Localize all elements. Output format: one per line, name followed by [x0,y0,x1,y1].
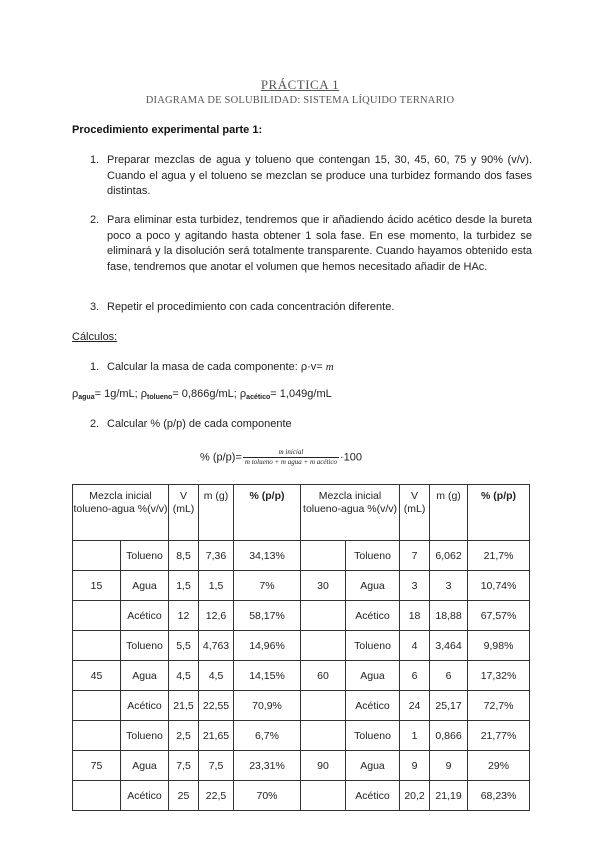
table-cell: Agua [346,661,400,691]
table-cell [301,541,346,571]
table-cell: Tolueno [121,721,169,751]
step-number: 2. [90,214,100,226]
table-cell: Agua [346,571,400,601]
table-cell: 25,17 [430,691,468,721]
table-cell: 1,5 [169,571,199,601]
table-cell: 70% [234,781,301,811]
table-row [73,691,530,721]
table-cell: 34,13% [234,541,301,571]
table-row [73,661,530,691]
table-cell: 17,32% [468,661,530,691]
header-mix: Mezcla inicial tolueno-agua %(v/v) [73,485,169,541]
table-row [73,571,530,601]
table-cell: 1,5 [199,571,234,601]
table-cell: 2,5 [169,721,199,751]
table-cell: 4 [400,631,430,661]
table-cell: 8,5 [169,541,199,571]
page-title: PRÁCTICA 1 [260,77,340,92]
step-text: Para eliminar esta turbidez, tendremos que ir añadiendo ácido acético desde la bureta poco a poco y agitando hasta obtener 1 sola fase. En ese momento, la turbidez se eliminará y la disolución será totalmente transparente. Cuando hayamos obtenido esta fase, tendremos que anotar el volumen que hemos necesitado añadir de HAc. [107,214,532,273]
table-cell: 4,763 [199,631,234,661]
table-cell: 1 [400,721,430,751]
step-text: Repetir el procedimiento con cada concentración diferente. [107,301,395,313]
table-cell: 6,062 [430,541,468,571]
table-row [73,601,530,631]
table-row [73,781,530,811]
table-cell: Acético [346,781,400,811]
table-cell: 24 [400,691,430,721]
table-cell: Tolueno [346,721,400,751]
table-cell: 21,19 [430,781,468,811]
table-cell: 6 [400,661,430,691]
table-cell: 20,2 [400,781,430,811]
table-cell: Agua [121,571,169,601]
calculations-heading: Cálculos: [72,331,118,343]
table-cell: 70,9% [234,691,301,721]
table-cell: 18,88 [430,601,468,631]
table-cell: 9 [430,751,468,781]
table-cell: 21,5 [169,691,199,721]
table-header-row [73,485,530,541]
table-cell [73,721,121,751]
table-cell: 3 [400,571,430,601]
header-mix: Mezcla inicial tolueno-agua %(v/v) [301,485,400,541]
step-number: 1. [90,154,100,166]
table-cell: Tolueno [346,541,400,571]
table-cell: 18 [400,601,430,631]
table-cell: 22,55 [199,691,234,721]
table-cell: 9,98% [468,631,530,661]
table-cell: 10,74% [468,571,530,601]
table-cell: 7,36 [199,541,234,571]
table-cell: 6 [430,661,468,691]
table-cell: 4,5 [169,661,199,691]
table-cell: Acético [346,601,400,631]
table-cell: Tolueno [346,631,400,661]
table-cell: 60 [301,661,346,691]
table-cell: 12 [169,601,199,631]
table-cell: 7,5 [169,751,199,781]
table-cell: 67,57% [468,601,530,631]
table-cell [301,721,346,751]
header-percent: % (p/p) [234,485,301,541]
table-row [73,541,530,571]
table-cell [73,781,121,811]
table-cell: Acético [346,691,400,721]
table-cell: 72,7% [468,691,530,721]
table-cell: Tolueno [121,541,169,571]
table-cell: 12,6 [199,601,234,631]
table-cell: 0,866 [430,721,468,751]
table-cell: 14,15% [234,661,301,691]
table-cell: 30 [301,571,346,601]
table-cell: 75 [73,751,121,781]
table-cell: 21,7% [468,541,530,571]
table-cell: 45 [73,661,121,691]
page-subtitle: DIAGRAMA DE SOLUBILIDAD: SISTEMA LÍQUIDO TERNARIO [145,95,455,106]
procedure-heading: Procedimiento experimental parte 1: [72,124,263,136]
table-cell: Acético [121,691,169,721]
table-cell [301,631,346,661]
table-cell: 25 [169,781,199,811]
table-cell: Agua [121,661,169,691]
table-cell: 7 [400,541,430,571]
table-cell [73,691,121,721]
table-cell [301,601,346,631]
table-cell: 9 [400,751,430,781]
table-row [73,631,530,661]
table-cell: 3,464 [430,631,468,661]
table-cell [301,781,346,811]
table-cell: 4,5 [199,661,234,691]
table-cell: 58,17% [234,601,301,631]
step-text: Preparar mezclas de agua y tolueno que contengan 15, 30, 45, 60, 75 y 90% (v/v). Cuando el agua y el tolueno se mezclan se produce una turbidez formando dos fases distintas. [107,154,532,197]
table-cell: 23,31% [234,751,301,781]
table-cell: 21,65 [199,721,234,751]
table-cell: Acético [121,601,169,631]
step-text: Calcular % (p/p) de cada componente [107,418,292,430]
table-cell: 7,5 [199,751,234,781]
table-cell: 7% [234,571,301,601]
table-cell: Acético [121,781,169,811]
table-cell: 21,77% [468,721,530,751]
table-cell: 29% [468,751,530,781]
header-volume: V (mL) [400,485,430,541]
table-cell [73,601,121,631]
table-row [73,721,530,751]
table-row [73,751,530,781]
results-table [72,484,530,811]
table-cell: 6,7% [234,721,301,751]
table-cell [73,631,121,661]
table-cell: Agua [346,751,400,781]
table-cell: 22,5 [199,781,234,811]
table-cell [301,691,346,721]
table-cell: 90 [301,751,346,781]
table-cell: Tolueno [121,631,169,661]
table-cell: Agua [121,751,169,781]
mass-variable: m [325,361,334,373]
table-cell: 5,5 [169,631,199,661]
table-cell: 14,96% [234,631,301,661]
table-cell: 68,23% [468,781,530,811]
header-mass: m (g) [199,485,234,541]
step-number: 1. [90,361,100,373]
header-mass: m (g) [430,485,468,541]
header-percent: % (p/p) [468,485,530,541]
formula-fraction: $\frac{\text{m inicial}}{\text{m tolueno + m agua + m acético}}$ [244,448,337,466]
step-text: Calcular la masa de cada componente: ρ·v= m [107,361,334,373]
table-cell [73,541,121,571]
table-cell: 15 [73,571,121,601]
densities-line: $\rho_{agua}= 1g/mL$; $\rho_{tolueno}= 0,866g/mL$; $\rho_{acético}= 1,049g/mL$ [72,388,332,401]
step-number: 3. [90,301,100,313]
percent-formula: % (p/p)= $\frac{\text{m inicial}}{\text{m tolueno + m agua + m acético}}$ ·100 [200,448,362,466]
step-number: 2. [90,418,100,430]
table-cell: 3 [430,571,468,601]
header-volume: V (mL) [169,485,199,541]
